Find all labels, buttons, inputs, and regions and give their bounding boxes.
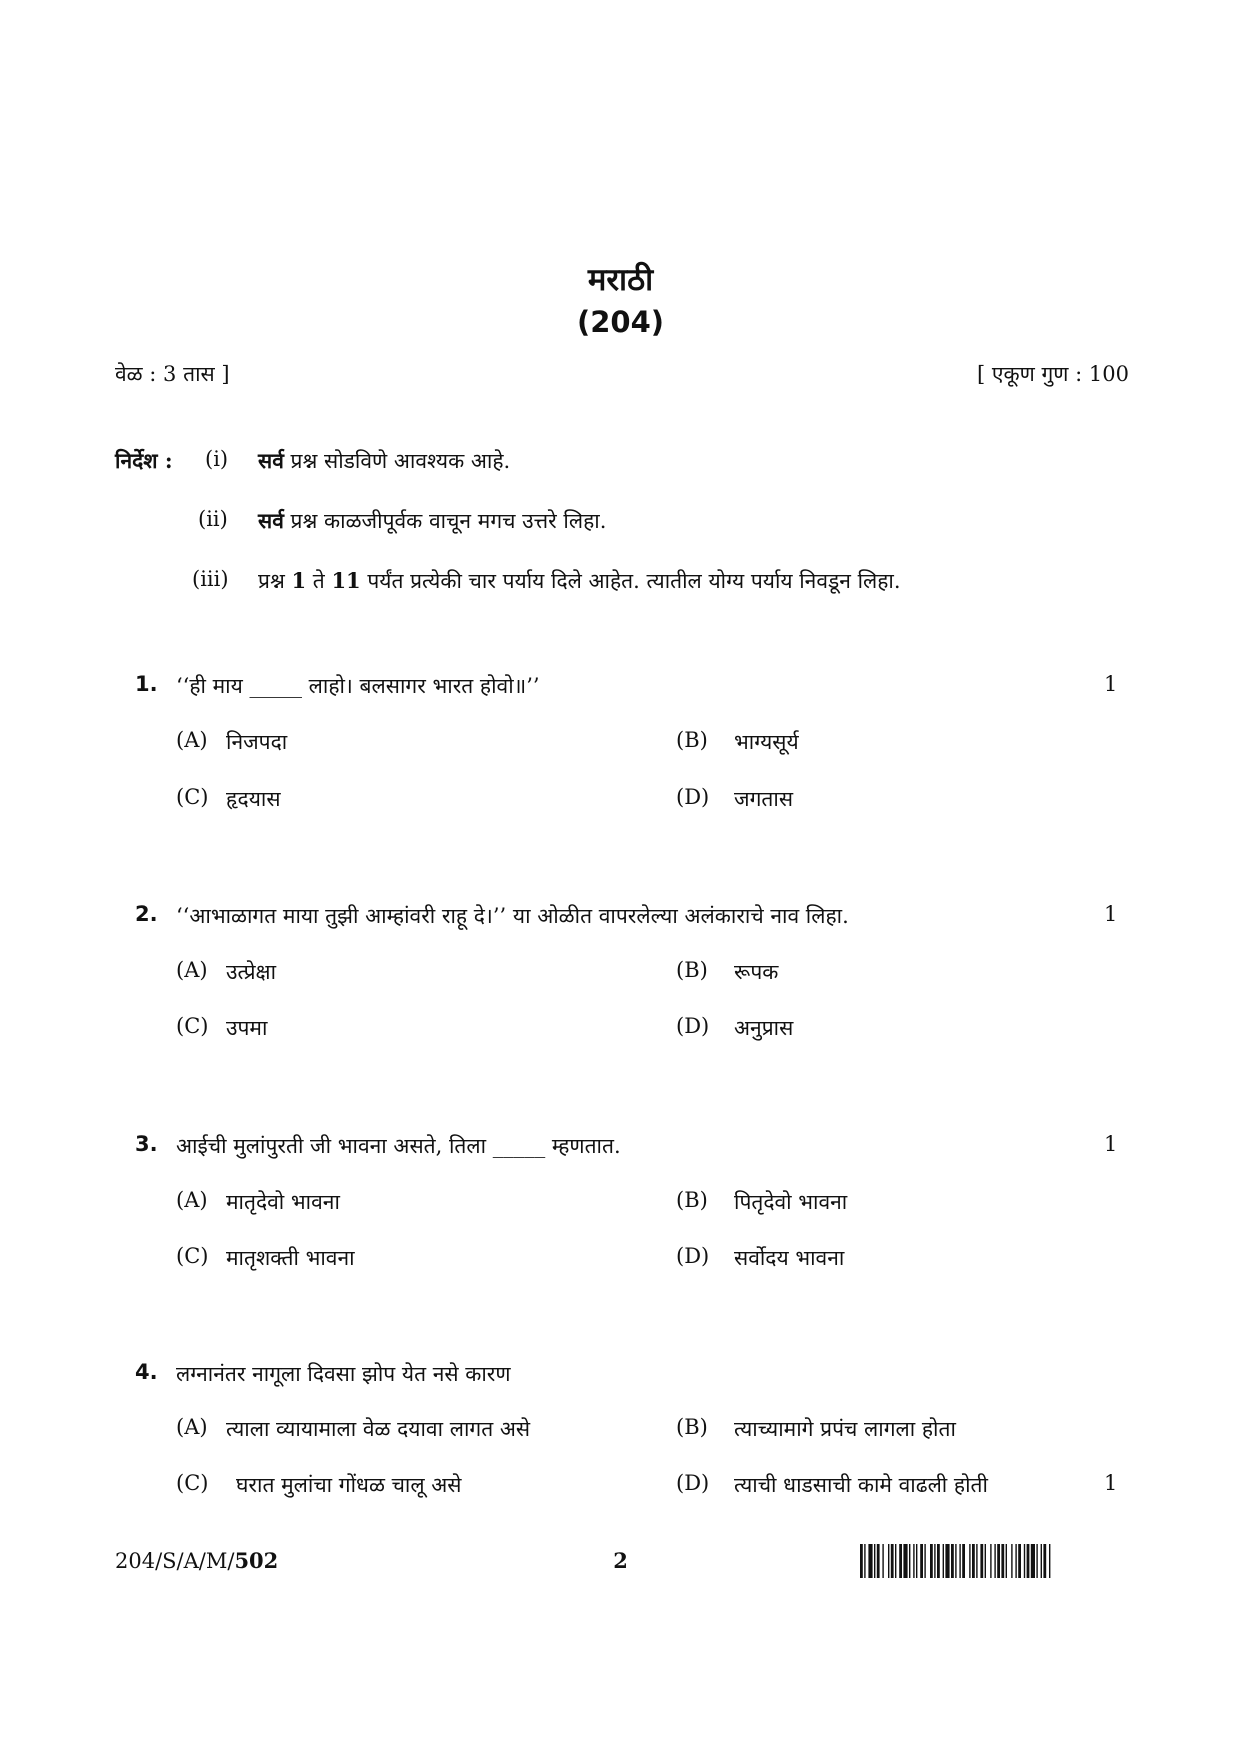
q2-option-a-label: (A) [176,958,208,982]
exam-time: वेळ : 3 तास ] [115,362,230,386]
instruction-3-pre: प्रश्न [258,569,292,593]
instruction-3-b1: 1 [291,568,307,593]
q2-option-b-label: (B) [676,958,708,982]
q4-option-b: त्याच्यामागे प्रपंच लागला होता [734,1417,956,1441]
q3-option-a-label: (A) [176,1188,208,1212]
q3-option-d: सर्वोदय भावना [734,1246,845,1270]
barcode [860,1544,1124,1578]
instruction-3-mid: ते [306,569,332,593]
q1-option-d-label: (D) [676,785,710,809]
instruction-3-num: (iii) [192,567,229,591]
q2-option-a: उत्प्रेक्षा [226,960,277,984]
question-2-number: 2. [135,902,158,926]
q1-option-b: भाग्यसूर्य [734,730,799,754]
q4-option-c-label: (C) [176,1471,209,1495]
subject-code: (204) [576,305,665,339]
instructions-label: निर्देश : [115,448,173,473]
q3-option-b-label: (B) [676,1188,708,1212]
instruction-2-num: (ii) [198,507,228,531]
q1-option-c-label: (C) [176,785,209,809]
q2-option-b: रूपक [734,960,779,984]
q3-option-b: पितृदेवो भावना [734,1190,848,1214]
paper-code-number: 502 [234,1548,279,1573]
question-4-marks: 1 [1104,1471,1118,1495]
q1-option-a-label: (A) [176,728,208,752]
instruction-1-text: प्रश्न सोडविणे आवश्यक आहे. [283,449,511,473]
q3-option-c: मातृशक्ती भावना [226,1246,355,1270]
q4-option-a-label: (A) [176,1415,208,1439]
q1-option-c: हृदयास [226,787,281,811]
question-2-text: ‘‘आभाळागत माया तुझी आम्हांवरी राहू दे।’’ या ओळीत वापरलेल्या अलंकाराचे नाव लिहा. [176,904,849,928]
q4-option-d: त्याची धाडसाची कामे वाढली होती [734,1473,988,1497]
instruction-1-bold: सर्व [258,448,284,473]
question-1-text: ‘‘ही माय _____ लाहो। बलसागर भारत होवो॥’’ [176,674,540,698]
question-3-text: आईची मुलांपुरती जी भावना असते, तिला _____ म्हणतात. [176,1134,621,1158]
instruction-1-num: (i) [205,447,229,471]
question-2-marks: 1 [1104,902,1118,926]
question-3-number: 3. [135,1132,158,1156]
question-1-marks: 1 [1104,672,1118,696]
instruction-3-b2: 11 [331,568,361,593]
q4-option-d-label: (D) [676,1471,710,1495]
q4-option-b-label: (B) [676,1415,708,1439]
q4-option-a: त्याला व्यायामाला वेळ दयावा लागत असे [226,1417,531,1441]
instruction-2 [258,507,606,535]
question-1-number: 1. [135,672,158,696]
instruction-3 [258,567,901,595]
q1-option-d: जगतास [734,787,794,811]
q3-option-c-label: (C) [176,1244,209,1268]
q1-option-b-label: (B) [676,728,708,752]
page-number: 2 [613,1548,628,1573]
instruction-2-text: प्रश्न काळजीपूर्वक वाचून मगच उत्तरे लिहा. [283,509,607,533]
q1-option-a: निजपदा [226,730,288,754]
question-4-text: लग्नानंतर नागूला दिवसा झोप येत नसे कारण [176,1362,511,1386]
subject-title: मराठी [587,262,654,298]
instruction-3-post: पर्यंत प्रत्येकी चार पर्याय दिले आहेत. त्यातील योग्य पर्याय निवडून लिहा. [360,569,901,593]
q3-option-a: मातृदेवो भावना [226,1190,340,1214]
question-4-number: 4. [135,1360,158,1384]
q2-option-d-label: (D) [676,1014,710,1038]
q2-option-c: उपमा [226,1016,268,1040]
question-3-marks: 1 [1104,1132,1118,1156]
q2-option-d: अनुप्रास [734,1016,794,1040]
paper-code-prefix: 204/S/A/M/ [115,1549,235,1573]
q4-option-c: घरात मुलांचा गोंधळ चालू असे [236,1473,462,1497]
total-marks: [ एकूण गुण : 100 [977,362,1129,386]
q2-option-c-label: (C) [176,1014,209,1038]
instruction-1 [258,447,510,475]
q3-option-d-label: (D) [676,1244,710,1268]
instruction-2-bold: सर्व [258,508,284,533]
